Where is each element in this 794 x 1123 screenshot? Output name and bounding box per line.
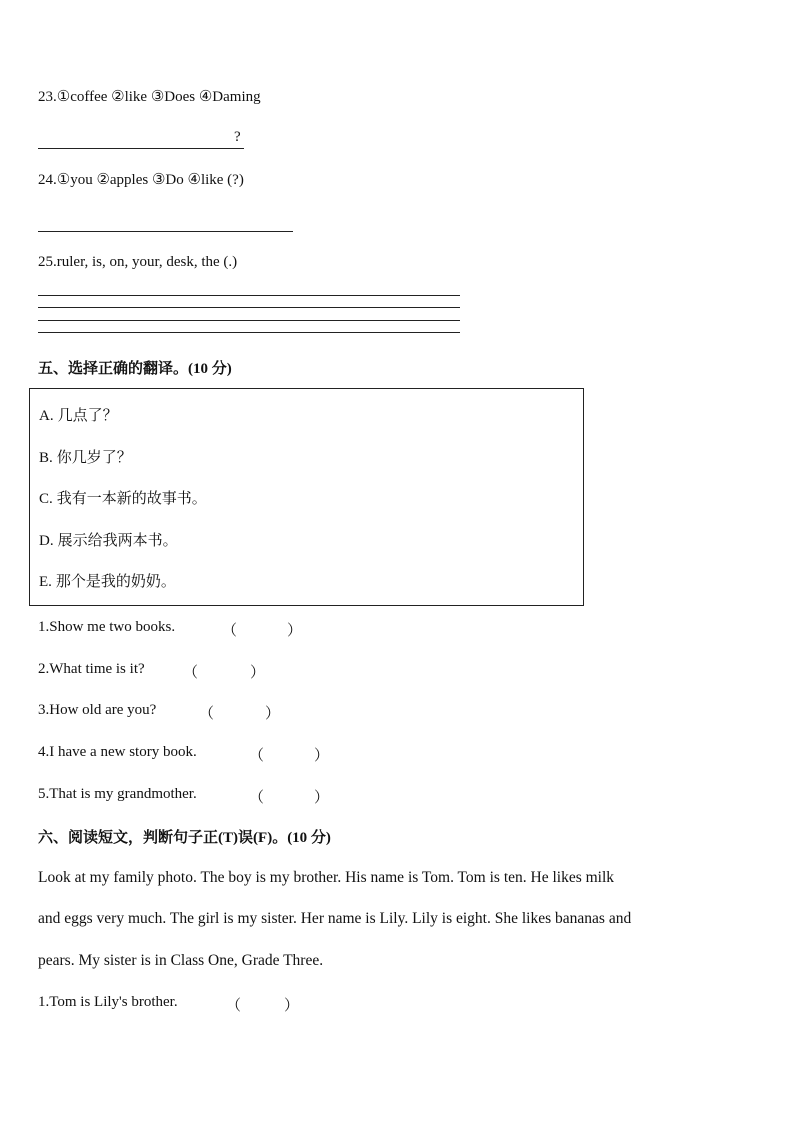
section-5-score: (10 分) xyxy=(188,361,232,377)
passage-line-3: pears. My sister is in Class One, Grade Three. xyxy=(38,952,324,969)
passage-line-1: Look at my family photo. The boy is my brother. His name is Tom. Tom is ten. He likes milk xyxy=(38,869,615,886)
section-6-title-t: (T) xyxy=(218,830,239,846)
question-23: 23.①coffee ②like ③Does ④Daming xyxy=(38,89,261,105)
passage-line-2: and eggs very much. The girl is my sister. Her name is Lily. Lily is eight. She likes bananas and xyxy=(38,910,632,927)
s5-answer-close-5[interactable]: ） xyxy=(314,790,330,806)
option-e: E. 那个是我的奶奶。 xyxy=(39,572,176,590)
section-6-title-a: 六、阅读短文，判断句子正 xyxy=(38,828,219,846)
option-a: A. 几点了？ xyxy=(39,406,118,424)
s6-answer-open-1[interactable]: （ xyxy=(226,998,242,1014)
section-6-heading xyxy=(38,826,331,847)
question-24: 24.①you ②apples ③Do ④like (?) xyxy=(38,172,244,188)
s5-question-1: 1.Show me two books. xyxy=(38,619,176,635)
s5-question-4: 4.I have a new story book. xyxy=(38,744,197,760)
option-b: B. 你几岁了？ xyxy=(39,448,132,466)
s5-answer-open-5[interactable]: （ xyxy=(249,790,265,806)
s5-answer-close-3[interactable]: ） xyxy=(265,706,281,722)
answer-line-25-c[interactable] xyxy=(38,320,460,321)
option-c: C. 我有一本新的故事书。 xyxy=(39,489,207,507)
section-6-title-b: 误 xyxy=(238,828,254,846)
answer-line-23[interactable] xyxy=(38,148,244,149)
option-d: D. 展示给我两本书。 xyxy=(39,531,178,549)
section-5-heading xyxy=(38,357,232,378)
answer-line-24[interactable] xyxy=(38,231,293,232)
s5-question-3: 3.How old are you? xyxy=(38,702,157,718)
s6-answer-close-1[interactable]: ） xyxy=(284,998,300,1014)
question-25: 25.ruler, is, on, your, desk, the (.) xyxy=(38,254,238,270)
s5-question-2: 2.What time is it? xyxy=(38,661,145,677)
s6-question-1: 1.Tom is Lily's brother. xyxy=(38,994,178,1010)
answer-line-25-d[interactable] xyxy=(38,332,460,333)
translation-options-box xyxy=(29,388,584,606)
s5-answer-open-1[interactable]: （ xyxy=(222,623,238,639)
s5-answer-close-4[interactable]: ） xyxy=(314,748,330,764)
section-6-title-c: 。(10 分) xyxy=(272,830,331,846)
s5-answer-open-3[interactable]: （ xyxy=(199,706,215,722)
question-mark-23: ? xyxy=(234,129,241,145)
answer-line-25-a[interactable] xyxy=(38,295,460,296)
s5-question-5: 5.That is my grandmother. xyxy=(38,786,197,802)
s5-answer-open-4[interactable]: （ xyxy=(249,748,265,764)
s5-answer-close-1[interactable]: ） xyxy=(287,623,303,639)
section-6-title-f: (F) xyxy=(253,830,273,846)
s5-answer-close-2[interactable]: ） xyxy=(250,665,266,681)
section-5-title: 五、选择正确的翻译。 xyxy=(38,359,189,377)
s5-answer-open-2[interactable]: （ xyxy=(183,665,199,681)
answer-line-25-b[interactable] xyxy=(38,307,460,308)
